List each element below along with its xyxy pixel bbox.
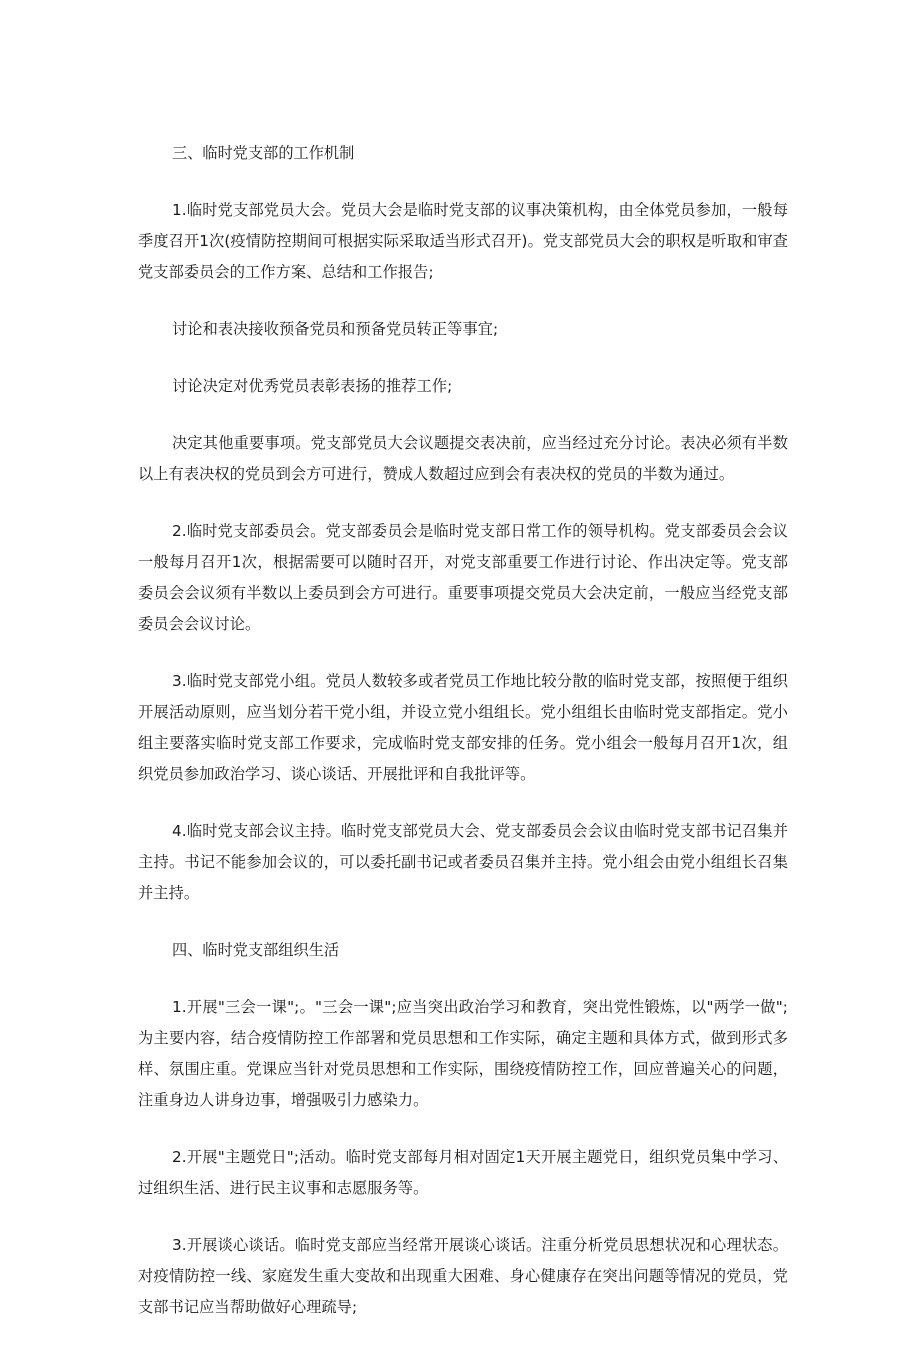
- paragraph: 2.开展"主题党日";活动。临时党支部每月相对固定1天开展主题党日，组织党员集中学习、过组织生活、进行民主议事和志愿服务等。: [138, 1148, 788, 1197]
- paragraph: 3.开展谈心谈话。临时党支部应当经常开展谈心谈话。注重分析党员思想状况和心理状态。对疫情防控一线、家庭发生重大变故和出现重大困难、身心健康存在突出问题等情况的党员，党支部书记应当帮助做好心理疏导;: [138, 1236, 788, 1316]
- section-heading-4: 四、临时党支部组织生活: [172, 941, 340, 959]
- paragraph: 3.临时党支部党小组。党员人数较多或者党员工作地比较分散的临时党支部，按照便于组织开展活动原则，应当划分若干党小组，并设立党小组组长。党小组组长由临时党支部指定。党小组主要落实临时党支部工作要求，完成临时党支部安排的任务。党小组会一般每月召开1次，组织党员参加政治学习、谈心谈话、开展批评和自我批评等。: [138, 672, 788, 783]
- paragraph: 1.开展"三会一课";。"三会一课";应当突出政治学习和教育，突出党性锻炼，以"两学一做";为主要内容，结合疫情防控工作部署和党员思想和工作实际，确定主题和具体方式，做到形式多样、氛围庄重。党课应当针对党员思想和工作实际，围绕疫情防控工作，回应普遍关心的问题，注重身边人讲身边事，增强吸引力感染力。: [138, 998, 788, 1109]
- paragraph: 讨论决定对优秀党员表彰表扬的推荐工作;: [172, 377, 453, 395]
- document-body: [138, 138, 788, 1349]
- section-heading-3: 三、临时党支部的工作机制: [172, 144, 355, 162]
- paragraph: 1.临时党支部党员大会。党员大会是临时党支部的议事决策机构，由全体党员参加，一般每季度召开1次(疫情防控期间可根据实际采取适当形式召开)。党支部党员大会的职权是听取和审查党支部委员会的工作方案、总结和工作报告;: [138, 201, 788, 281]
- paragraph: 4.临时党支部会议主持。临时党支部党员大会、党支部委员会会议由临时党支部书记召集并主持。书记不能参加会议的，可以委托副书记或者委员召集并主持。党小组会由党小组组长召集并主持。: [138, 822, 788, 902]
- paragraph: 讨论和表决接收预备党员和预备党员转正等事宜;: [172, 320, 499, 338]
- paragraph: 决定其他重要事项。党支部党员大会议题提交表决前，应当经过充分讨论。表决必须有半数以上有表决权的党员到会方可进行，赞成人数超过应到会有表决权的党员的半数为通过。: [138, 434, 788, 483]
- paragraph: 2.临时党支部委员会。党支部委员会是临时党支部日常工作的领导机构。党支部委员会会议一般每月召开1次，根据需要可以随时召开，对党支部重要工作进行讨论、作出决定等。党支部委员会会议须有半数以上委员到会方可进行。重要事项提交党员大会决定前，一般应当经党支部委员会会议讨论。: [138, 522, 788, 633]
